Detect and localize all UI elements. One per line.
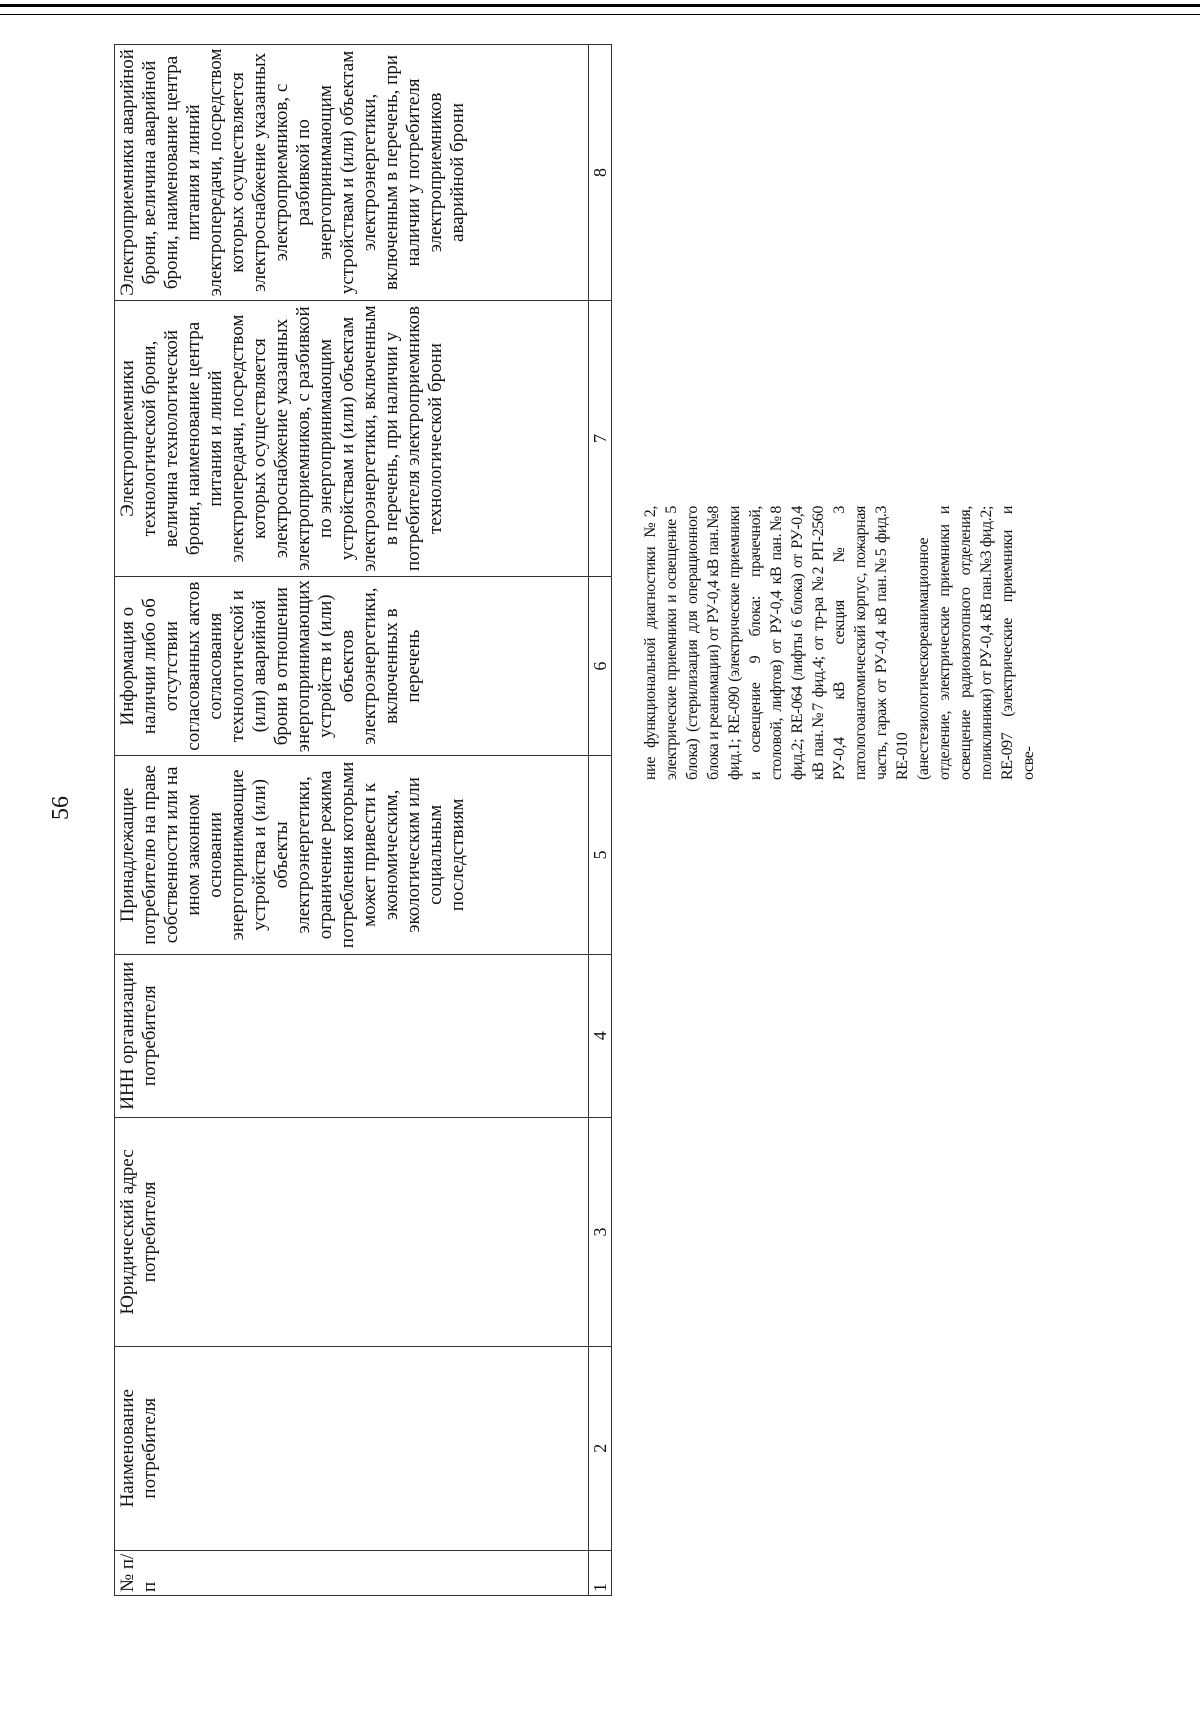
page-number: 56 [48, 796, 74, 820]
header-cell-devices: Принадлежащие потребителю на праве собственности или на ином законном основании энергопринимающие устройства и (или) объекты электроэнергетики, ограничение режима потребления которыми может привести к экономическим, экологическим или социальным последствиям [115, 756, 589, 954]
table-header-row [115, 45, 589, 1596]
top-rule [0, 14, 1200, 15]
consumer-table [114, 44, 612, 1596]
header-cell-consumer-name: Наименование потребителя [115, 1346, 589, 1550]
header-cell-emergency-reserve: Электроприемники аварийной брони, величина аварийной брони, наименование центра питания и линий электропередачи, посредством которых осуществляется электроснабжение указанных электроприемников, с разбивкой по энергопринимающим устройствам и (или) объектам электроэнергетики, включенным в перечень, при наличии у потребителя электроприемников аварийной брони [115, 45, 589, 301]
continuation-paragraph: ние функциональной диагностики №2, электрические приемники и освещение 5 блока) (стерилизация для операционного блока и реанимации) от РУ-0,4 кВ пан.№8 фид.1; RE-090 (электрические приемники и освещение 9 блока: прачечной, столовой, лифтов) от РУ-0,4 кВ пан.№8 фид.2; RE-064 (лифты 6 блока) от РУ-0,4 кВ пан.№7 фид.4; от тр-ра №2 РП-2560 РУ-0,4 кВ секция №3 патологоанатомический корпус, пожарная часть, гараж от РУ-0,4 кВ пан.№5 фид.3 RE-010 [642, 506, 911, 780]
column-number: 2 [589, 1346, 612, 1550]
column-number: 8 [589, 45, 612, 301]
column-number-row [589, 45, 612, 1596]
column-number: 7 [589, 300, 612, 576]
header-cell-acts-info: Информация о наличии либо об отсутствии согласованных актов согласования технологической и (или) аварийной брони в отношении энергопринимающих устройств и (или) объектов электроэнергетики, включенных в перечень [115, 577, 589, 756]
header-cell-legal-address: Юридический адрес потребителя [115, 1117, 589, 1346]
continuation-paragraph: (анестезиологическореанимационное отделение, электрические приемники и освещение радиоизотопного отделения, поликлиники) от РУ-0,4 кВ пан.№3 фид.2; RE-097 (электрические приемники и осве- [915, 506, 1037, 780]
column-number: 1 [589, 1550, 612, 1595]
column-number: 6 [589, 577, 612, 756]
column-7-continuation-text [640, 506, 1070, 780]
top-rule [0, 4, 1200, 7]
header-cell-number: № п/п [115, 1550, 589, 1595]
column-number: 3 [589, 1117, 612, 1346]
header-cell-inn: ИНН организации потребителя [115, 954, 589, 1117]
column-number: 5 [589, 756, 612, 954]
column-number: 4 [589, 954, 612, 1117]
header-cell-technological-reserve: Электроприемники технологической брони, величина технологической брони, наименование центра питания и линий электропередачи, посредством которых осуществляется электроснабжение указанных электроприемников, с разбивкой по энергопринимающим устройствам и (или) объектам электроэнергетики, включенным в перечень, при наличии у потребителя электроприемников технологической брони [115, 300, 589, 576]
rotated-page [114, 44, 1090, 1596]
